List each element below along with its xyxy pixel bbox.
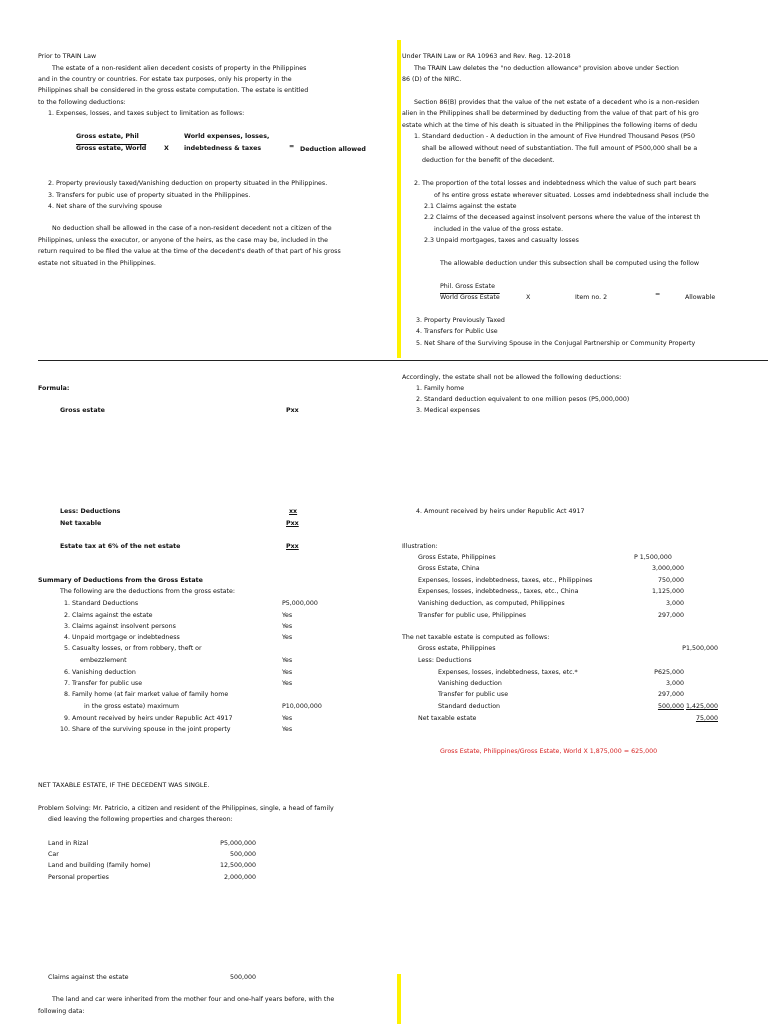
claims-label: Claims against the estate (48, 974, 129, 981)
illustration-row-value: 750,000 (657, 577, 684, 584)
summary-row-label: 10. Share of the surviving spouse in the joint property (60, 726, 231, 733)
net-deduction-value: P625,000 (654, 669, 684, 676)
summary-row-value: P5,000,000 (282, 600, 318, 607)
left-item-2: 2. Property previously taxed/Vanishing deduction on property situated in the Philippines. (48, 180, 328, 187)
summary-row-value: Yes (282, 715, 293, 722)
left-note-line: return required to be filed the value at the time of the decedent's death of that part of his gross (38, 248, 341, 255)
formula-gross-label: Gross estate (60, 407, 105, 414)
not-allowed-line: 1. Family home (416, 385, 465, 392)
right-header-line: 86 (D) of the NIRC. (402, 76, 462, 83)
land-car-line: following data: (38, 1008, 85, 1015)
left-frac-den-left: Gross estate, World (76, 145, 147, 152)
illustration-row-value: 3,000,000 (651, 565, 684, 572)
summary-row-label: 8. Family home (at fair market value of family home (64, 691, 229, 698)
summary-row-value: Yes (282, 612, 293, 619)
property-value: 2,000,000 (223, 874, 256, 881)
summary-row-label: 4. Unpaid mortgage or indebtedness (64, 634, 180, 641)
property-value: P5,000,000 (220, 840, 256, 847)
right-header-line: Under TRAIN Law or RA 10963 and Rev. Reg. 12-2018 (402, 53, 571, 60)
right-frac-item: Item no. 2 (575, 294, 608, 301)
illustration-row-label: Expenses, losses, indebtedness, taxes, etc., Philippines (418, 577, 593, 584)
illustration-row-label: Expenses, losses, indebtedness,, taxes, etc., China (418, 588, 579, 595)
net-deduction-label: Transfer for public use (438, 691, 509, 698)
left-frac-times: X (164, 145, 169, 152)
summary-row-value: Yes (282, 669, 293, 676)
right-frac-den: World Gross Estate (440, 294, 500, 301)
summary-row-label: 6. Vanishing deduction (64, 669, 136, 676)
left-frac-num-left: Gross estate, Phil (76, 133, 139, 140)
left-frac-num-right: World expenses, losses, (184, 133, 270, 140)
summary-row-label: 1. Standard Deductions (64, 600, 139, 607)
not-allowed-line: 3. Medical expenses (416, 407, 480, 414)
summary-row-label: 9. Amount received by heirs under Republic Act 4917 (64, 715, 233, 722)
right-item-5: 5. Net Share of the Surviving Spouse in the Conjugal Partnership or Community Property (416, 340, 696, 347)
left-frac-den-right: indebtedness & taxes (184, 145, 262, 152)
formula-less-label: Less: Deductions (60, 508, 121, 515)
yellow-bar-bottom (397, 974, 401, 1024)
formula-tax-label: Estate tax at 6% of the net estate (60, 543, 181, 550)
section-line: alien in the Philippines shall be determined by deducting from the value of that part of his gro (402, 110, 699, 117)
property-label: Car (48, 851, 59, 858)
net-deduction-label: Expenses, losses, indebtedness, taxes, etc.* (438, 669, 578, 676)
formula-less-value: xx (289, 508, 298, 515)
summary-title: Summary of Deductions from the Gross Estate (38, 577, 203, 584)
left-note-line: Philippines, unless the executor, or anyone of the heirs, as the case may be, included in the (38, 237, 329, 244)
left-note-line: estate not situated in the Philippines. (38, 260, 156, 267)
standard-deduction-line: shall be allowed without need of substantiation. The full amount of P500,000 shall be a (422, 145, 698, 152)
illustration-label: Illustration: (402, 543, 438, 550)
right-frac-times: X (526, 294, 531, 301)
property-value: 12,500,000 (219, 862, 256, 869)
summary-row-value: P10,000,000 (282, 703, 322, 710)
net-total-deductions: 1,425,000 (685, 703, 718, 710)
proportion-line: of hs entire gross estate wherever situated. Losses amd indebtedness shall include the (434, 192, 709, 199)
single-heading: NET TAXABLE ESTATE, IF THE DECEDENT WAS SINGLE. (38, 782, 210, 789)
net-gross-value: P1,500,000 (682, 645, 718, 652)
formula-label: Formula: (38, 385, 70, 392)
left-item-4: 4. Net share of the surviving spouse (48, 203, 163, 210)
summary-row-label: in the gross estate) maximum (84, 703, 179, 710)
illustration-row-label: Transfer for public use, Philippines (418, 612, 527, 619)
proportion-line: 2.1 Claims against the estate (424, 203, 517, 210)
formula-net-label: Net taxable (60, 520, 102, 527)
right-frac-equals: = (655, 291, 661, 298)
summary-row-value: Yes (282, 634, 293, 641)
summary-row-label: embezzlement (80, 657, 127, 664)
section-line: Section 86(B) provides that the value of the net estate of a decedent who is a non-residen (414, 99, 700, 106)
land-car-line: The land and car were inherited from the mother four and one-half years before, with the (52, 996, 335, 1003)
summary-row-value: Yes (282, 657, 293, 664)
net-deduction-label: Vanishing deduction (438, 680, 502, 687)
left-frac-result: Deduction allowed (300, 146, 366, 153)
property-value: 500,000 (229, 851, 256, 858)
yellow-bar-top (397, 40, 401, 358)
left-frac-equals: = (289, 143, 295, 150)
problem-line: Problem Solving: Mr. Patricio, a citizen and resident of the Philippines, single, a head of family (38, 805, 334, 812)
net-deduction-value: 500,000 (657, 703, 684, 710)
net-deduction-label: Standard deduction (438, 703, 501, 710)
section-divider (38, 360, 768, 361)
proportion-line: included in the value of the gross estate. (434, 226, 564, 233)
illustration-row-value: P 1,500,000 (634, 554, 672, 561)
allowable-intro: The allowable deduction under this subsection shall be computed using the follow (440, 260, 700, 267)
not-allowed-line: Accordingly, the estate shall not be allowed the following deductions: (402, 374, 622, 381)
problem-line: died leaving the following properties and charges thereon: (48, 816, 233, 823)
formula-tax-value: Pxx (286, 543, 299, 550)
summary-row-label: 3. Claims against insolvent persons (64, 623, 176, 630)
section-line: estate which at the time of his death is situated in the Philippines the following items of dedu (402, 122, 698, 129)
net-intro: The net taxable estate is computed as follows: (402, 634, 550, 641)
standard-deduction-line: 1. Standard deduction - A deduction in the amount of Five Hundred Thousand Pesos (P50 (414, 133, 695, 140)
red-formula-note: Gross Estate, Philippines/Gross Estate, World X 1,875,000 = 625,000 (440, 748, 658, 755)
left-item-3: 3. Transfers for pubic use of property situated in the Philippines. (48, 192, 251, 199)
left-header: Prior to TRAIN Law (38, 53, 97, 60)
left-paragraph-line: and in the country or countries. For estate tax purposes, only his property in the (38, 76, 292, 83)
net-deduction-value: 297,000 (657, 691, 684, 698)
formula-gross-value: Pxx (286, 407, 299, 414)
illustration-row-value: 297,000 (657, 612, 684, 619)
right-item-4-heirs: 4. Amount received by heirs under Republic Act 4917 (416, 508, 585, 515)
net-taxable-value: 75,000 (695, 715, 718, 722)
summary-row-label: 7. Transfer for public use (64, 680, 143, 687)
property-label: Personal properties (48, 874, 109, 881)
summary-row-value: Yes (282, 623, 293, 630)
left-item-1: 1. Expenses, losses, and taxes subject to limitation as follows: (48, 110, 245, 117)
proportion-line: 2. The proportion of the total losses and indebtedness which the value of such part bears (414, 180, 697, 187)
right-header-line: The TRAIN Law deletes the "no deduction allowance" provision above under Section (414, 65, 679, 72)
right-item-3: 3. Property Previously Taxed (416, 317, 505, 324)
illustration-row-label: Gross Estate, Philippines (418, 554, 496, 561)
summary-row-value: Yes (282, 680, 293, 687)
right-item-4: 4. Transfers for Public Use (416, 328, 498, 335)
proportion-line: 2.3 Unpaid mortgages, taxes and casualty losses (424, 237, 579, 244)
standard-deduction-line: deduction for the benefit of the decedent. (422, 157, 555, 164)
left-note-line: No deduction shall be allowed in the case of a non-resident decedent not a citizen of the (52, 225, 332, 232)
property-label: Land and building (family home) (48, 862, 151, 869)
summary-row-label: 5. Casualty losses, or from robbery, theft or (64, 645, 202, 652)
summary-row-value: Yes (282, 726, 293, 733)
not-allowed-line: 2. Standard deduction equivalent to one million pesos (P5,000,000) (416, 396, 630, 403)
left-paragraph-line: Philippines shall be considered in the gross estate computation. The estate is entitled (38, 87, 309, 94)
left-paragraph-line: The estate of a non-resident alien decedent cosists of property in the Philippines (52, 65, 307, 72)
right-frac-num: Phil. Gross Estate (440, 283, 495, 290)
left-paragraph-line: to the following deductions: (38, 99, 126, 106)
illustration-row-label: Gross Estate, China (418, 565, 480, 572)
illustration-row-label: Vanishing deduction, as computed, Philippines (418, 600, 565, 607)
net-taxable-label: Net taxable estate (418, 715, 477, 722)
illustration-row-value: 1,125,000 (651, 588, 684, 595)
property-label: Land in Rizal (48, 840, 89, 847)
claims-value: 500,000 (229, 974, 256, 981)
formula-net-value: Pxx (286, 520, 299, 527)
net-less-label: Less: Deductions (418, 657, 472, 664)
summary-row-label: 2. Claims against the estate (64, 612, 153, 619)
net-gross-label: Gross estate, Philippines (418, 645, 496, 652)
illustration-row-value: 3,000 (665, 600, 684, 607)
proportion-line: 2.2 Claims of the deceased against insolvent persons where the value of the interest th (424, 214, 701, 221)
net-deduction-value: 3,000 (665, 680, 684, 687)
right-frac-result: Allowable (685, 294, 716, 301)
summary-intro: The following are the deductions from the gross estate: (60, 588, 236, 595)
